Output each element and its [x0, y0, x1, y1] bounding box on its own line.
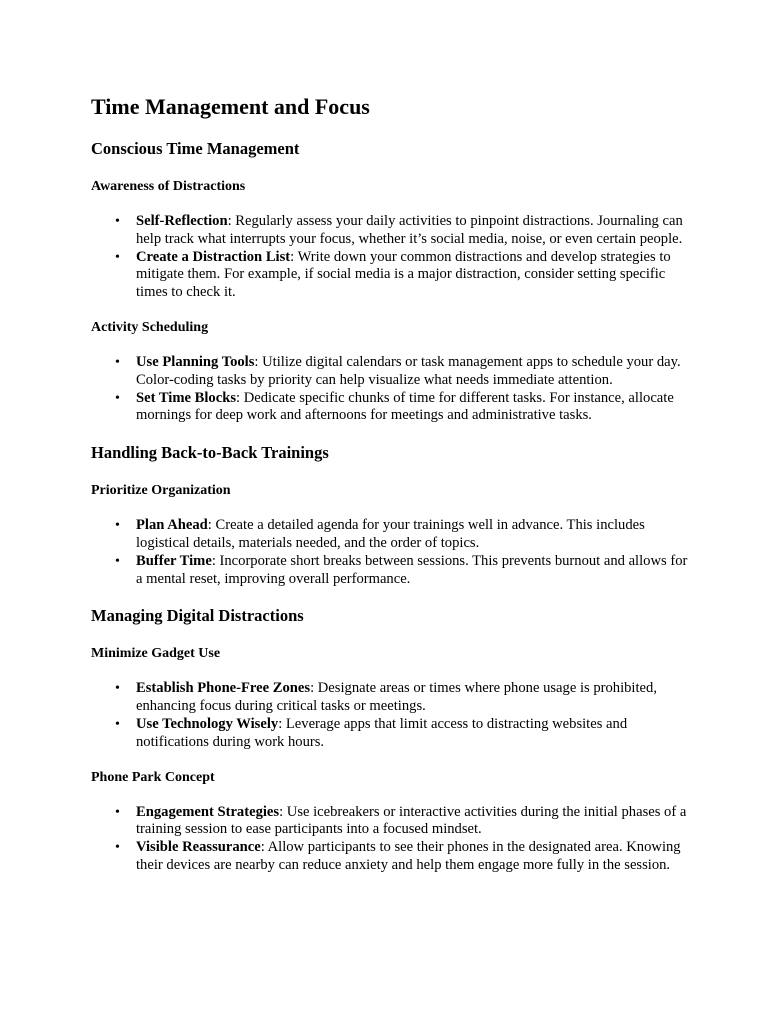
list-item — [136, 804, 691, 840]
list-item-text: : Utilize digital calendars or task management apps to schedule your day. Color-coding tasks by priority can help visualize what needs immediate attention. — [136, 353, 681, 388]
list-item-term: Use Technology Wisely — [136, 715, 279, 732]
section-conscious-time-management — [91, 138, 691, 425]
section-managing-digital-distractions — [91, 605, 691, 874]
list-item-text: : Leverage apps that limit access to distracting websites and notifications during work hours. — [136, 715, 628, 750]
section-handling-back-to-back-trainings — [91, 442, 691, 588]
bullet-list — [91, 517, 691, 588]
list-item-term: Self-Reflection — [136, 213, 228, 229]
section-heading: Managing Digital Distractions — [91, 606, 304, 626]
list-item-text: : Use icebreakers or interactive activities during the initial phases of a training session to ease participants into a focused mindset. — [136, 803, 687, 838]
list-item-text: : Write down your common distractions and develop strategies to mitigate them. For example, if social media is a major distraction, consider setting specific times to check it. — [136, 248, 671, 301]
subsection-heading: Phone Park Concept — [91, 769, 215, 785]
list-item-term: Establish Phone-Free Zones — [136, 680, 311, 697]
subsection-heading: Awareness of Distractions — [91, 179, 246, 194]
list-item-term: Buffer Time — [136, 552, 212, 569]
list-item — [136, 553, 691, 589]
list-item — [136, 213, 691, 249]
list-item-term: Set Time Blocks — [136, 389, 237, 406]
list-item — [136, 839, 691, 875]
bullet-list — [91, 804, 691, 875]
section-heading: Handling Back-to-Back Trainings — [91, 443, 329, 463]
list-item — [136, 517, 691, 553]
list-item — [136, 716, 691, 752]
list-item-term: Visible Reassurance — [136, 839, 261, 856]
list-item — [136, 680, 691, 716]
section-heading: Conscious Time Management — [91, 139, 300, 158]
list-item — [136, 390, 691, 426]
bullet-list — [91, 354, 691, 425]
document-title: Time Management and Focus — [91, 94, 370, 119]
list-item — [136, 354, 691, 390]
list-item-text: : Regularly assess your daily activities to pinpoint distractions. Journaling can help track what interrupts your focus, whether it’s social media, noise, or even certain people. — [136, 213, 683, 247]
list-item-text: : Dedicate specific chunks of time for different tasks. For instance, allocate mornings for deep work and afternoons for meetings and administrative tasks. — [136, 389, 674, 424]
list-item-term: Plan Ahead — [136, 517, 208, 534]
list-item-text: : Allow participants to see their phones in the designated area. Knowing their devices are nearby can reduce anxiety and help them engage more fully in the session. — [136, 839, 681, 873]
list-item-text: : Create a detailed agenda for your trainings well in advance. This includes logistical details, materials needed, and the order of topics. — [136, 517, 645, 551]
subsection-heading: Prioritize Organization — [91, 483, 231, 499]
list-item — [136, 249, 691, 302]
document-page — [91, 92, 691, 892]
list-item-text: : Incorporate short breaks between sessions. This prevents burnout and allows for a mental reset, improving overall performance. — [136, 552, 688, 587]
subsection-heading: Activity Scheduling — [91, 319, 209, 335]
list-item-text: : Designate areas or times where phone usage is prohibited, enhancing focus during critical tasks or meetings. — [136, 680, 657, 715]
subsection-heading: Minimize Gadget Use — [91, 646, 221, 662]
list-item-term: Engagement Strategies — [136, 803, 280, 820]
bullet-list — [91, 213, 691, 302]
list-item-term: Use Planning Tools — [136, 353, 255, 370]
list-item-term: Create a Distraction List — [136, 248, 291, 265]
bullet-list — [91, 680, 691, 751]
